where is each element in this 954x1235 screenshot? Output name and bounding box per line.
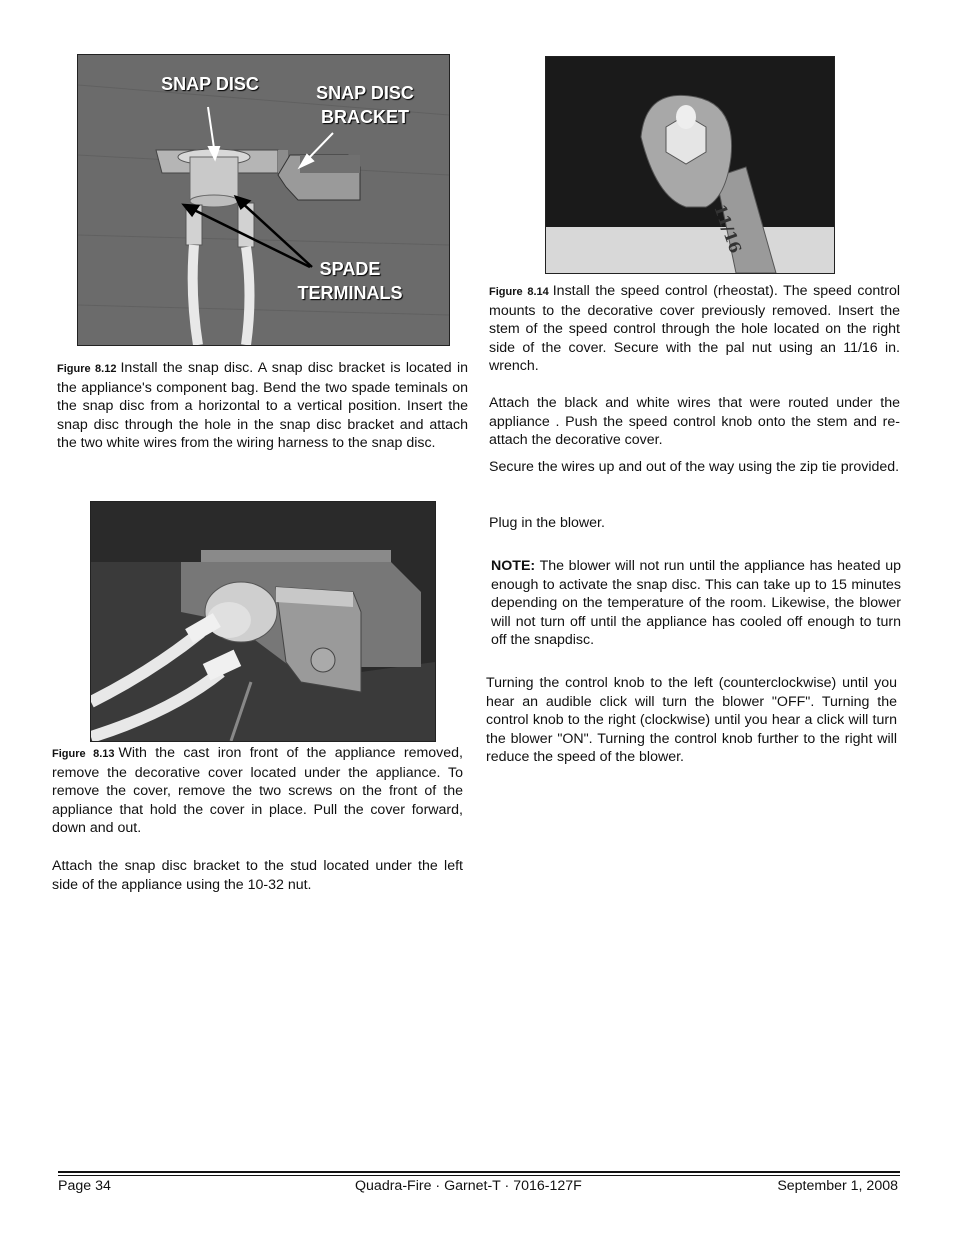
note-text: The blower will not run until the appliance has heated up enough to activate the snap disc. This can take up to 15 minutes depending on the temperature of the room. Likewise, the blower will not turn off until the appliance has cooled off enough to turn off the snapdisc. xyxy=(491,558,901,649)
footer-rule-thin xyxy=(58,1175,900,1176)
figure-8-13-text: With the cast iron front of the appliance removed, remove the decorative cover located under the appliance. To remove the cover, remove the two screws on the front of the appliance that hold the cover in place. Pull the cover forward, down and out. xyxy=(52,745,463,837)
attach-bracket-paragraph: Attach the snap disc bracket to the stud located under the left side of the appliance using the 10-32 nut. xyxy=(52,858,463,893)
figure-8-13-number: Figure 8.13 xyxy=(52,748,115,760)
figure-8-12-number: Figure 8.12 xyxy=(57,363,117,375)
note-label: NOTE: xyxy=(491,558,536,574)
bracket-label-line1: SNAP DISC xyxy=(316,83,414,103)
footer-date: September 1, 2008 xyxy=(777,1178,898,1194)
figure-8-14-photo xyxy=(545,56,835,274)
footer-product: Quadra-Fire · Garnet-T · 7016-127F xyxy=(355,1178,582,1194)
bracket-label-line2: BRACKET xyxy=(321,107,409,127)
spade-terminals-label xyxy=(285,257,415,305)
snap-disc-label: SNAP DISC xyxy=(161,74,259,94)
figure-8-12-text: Install the snap disc. A snap disc bracket is located in the appliance's component bag. Bend the two spade teminals on the snap disc from a horizontal to a vertical position. Insert the snap disc through the hole in the snap disc bracket and attach the two white wires from the wiring harness to the snap disc. xyxy=(57,360,469,452)
snap-disc-bracket-label xyxy=(300,81,430,129)
secure-wires-paragraph: Secure the wires up and out of the way using the zip tie provided. xyxy=(489,459,900,475)
figure-8-13-caption xyxy=(52,744,463,838)
page-number: Page 34 xyxy=(58,1178,111,1194)
figure-8-14-caption xyxy=(489,282,900,376)
attach-wires-paragraph: Attach the black and white wires that were routed under the appliance . Push the speed control knob onto the stem and re-attach the decorative cover. xyxy=(489,395,900,449)
plug-in-paragraph: Plug in the blower. xyxy=(489,515,605,531)
figure-8-14-number: Figure 8.14 xyxy=(489,286,549,298)
footer-rule-thick xyxy=(58,1171,900,1173)
spade-label-line2: TERMINALS xyxy=(297,283,403,303)
note-paragraph xyxy=(491,557,901,650)
figure-8-12-caption xyxy=(57,359,468,453)
figure-8-13-photo xyxy=(90,501,436,742)
figure-8-14-text: Install the speed control (rheostat). The speed control mounts to the decorative cover previously removed. Insert the stem of the speed control through the hole located on the right side of the cover. Secure with the pal nut using an 11/16 in. wrench. xyxy=(489,283,900,375)
spade-label-line1: SPADE xyxy=(319,259,381,279)
turning-paragraph: Turning the control knob to the left (counterclockwise) until you hear an audible click will turn the blower "OFF". Turning the control knob to the right (clockwise) until you hear a click will turn the blower "ON". Turning the control knob further to the right will reduce the speed of the blower. xyxy=(486,675,897,766)
wrench-marking: 11/16 xyxy=(710,201,746,256)
